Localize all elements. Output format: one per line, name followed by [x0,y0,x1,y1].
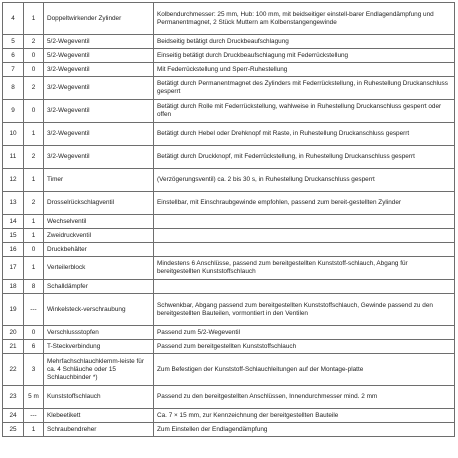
item-number: 17 [3,257,24,280]
item-number: 7 [3,63,24,77]
item-description: Betätigt durch Druckknopf, mit Federrückstellung, in Ruhestellung Druckanschluss gesperrt [154,146,455,169]
item-description: Betätigt durch Hebel oder Drehknopf mit Raste, in Ruhestellung Druckanschluss gesperrt [154,123,455,146]
item-quantity: 1 [24,215,44,229]
item-name: Drosselrückschlagventil [44,192,154,215]
item-number: 15 [3,229,24,243]
item-number: 25 [3,423,24,437]
item-number: 13 [3,192,24,215]
item-number: 16 [3,243,24,257]
item-quantity: 1 [24,3,44,35]
item-quantity: --- [24,294,44,326]
item-description [154,215,455,229]
table-row [3,294,455,326]
table-row [3,340,455,354]
table-row [3,63,455,77]
item-quantity: 8 [24,280,44,294]
item-description: Zum Einstellen der Endlagendämpfung [154,423,455,437]
item-number: 8 [3,77,24,100]
item-number: 11 [3,146,24,169]
table-row [3,386,455,409]
table-row [3,409,455,423]
item-description: Passend zum bereitgestellten Kunststoffschlauch [154,340,455,354]
item-name: Schraubendreher [44,423,154,437]
table-row [3,257,455,280]
item-name: Verschlussstopfen [44,326,154,340]
item-name: 5/2-Wegeventil [44,35,154,49]
item-description: (Verzögerungsventil) ca. 2 bis 30 s, in Ruhestellung Druckanschluss gesperrt [154,169,455,192]
item-quantity: 0 [24,100,44,123]
table-row [3,146,455,169]
item-number: 23 [3,386,24,409]
item-description: Passend zu den bereitgestellten Anschlüssen, Innendurchmesser mind. 2 mm [154,386,455,409]
item-name: 3/2-Wegeventil [44,100,154,123]
table-row [3,169,455,192]
item-number: 22 [3,354,24,386]
item-quantity: 2 [24,77,44,100]
table-row [3,3,455,35]
item-description [154,229,455,243]
item-quantity: 0 [24,63,44,77]
item-number: 9 [3,100,24,123]
item-name: Winkelsteck-verschraubung [44,294,154,326]
item-name: Timer [44,169,154,192]
item-quantity: 0 [24,326,44,340]
item-number: 12 [3,169,24,192]
item-number: 24 [3,409,24,423]
item-name: Kunststoffschlauch [44,386,154,409]
item-quantity: 6 [24,340,44,354]
item-description: Zum Befestigen der Kunststoff-Schlauchleitungen auf der Montage-platte [154,354,455,386]
item-name: 3/2-Wegeventil [44,146,154,169]
item-name: Verteilerblock [44,257,154,280]
item-description: Schwenkbar, Abgang passend zum bereitgestellten Kunststoffschlauch, Gewinde passend zu den bereitgestellten Bauteilen, vormontiert in den Ventilen [154,294,455,326]
item-number: 19 [3,294,24,326]
item-name: Doppeltwirkender Zylinder [44,3,154,35]
item-name: 3/2-Wegeventil [44,77,154,100]
item-quantity: --- [24,409,44,423]
item-number: 4 [3,3,24,35]
item-description: Kolbendurchmesser: 25 mm, Hub: 100 mm, mit beidseitiger einstell-barer Endlagendämpfung und Permanentmagnet, 2 Stück Muttern am Kolbenstangengewinde [154,3,455,35]
item-description: Einstellbar, mit Einschraubgewinde empfohlen, passend zum bereit-gestellten Zylinder [154,192,455,215]
item-description: Beidseitig betätigt durch Druckbeaufschlagung [154,35,455,49]
table-row [3,280,455,294]
item-quantity: 2 [24,192,44,215]
item-description: Ca. 7 × 15 mm, zur Kennzeichnung der bereitgestellten Bauteile [154,409,455,423]
item-number: 14 [3,215,24,229]
item-name: T-Steckverbindung [44,340,154,354]
parts-list-page [2,2,454,437]
table-row [3,77,455,100]
table-row [3,243,455,257]
table-row [3,49,455,63]
item-quantity: 0 [24,243,44,257]
item-quantity: 2 [24,35,44,49]
item-number: 18 [3,280,24,294]
item-name: Zweidruckventil [44,229,154,243]
table-row [3,326,455,340]
item-quantity: 5 m [24,386,44,409]
item-name: Druckbehälter [44,243,154,257]
item-quantity: 1 [24,229,44,243]
table-row [3,100,455,123]
table-row [3,215,455,229]
table-row [3,423,455,437]
item-quantity: 1 [24,257,44,280]
item-name: Wechselventil [44,215,154,229]
item-name: Mehrfachschlauchklemm-leiste für ca. 4 Schläuche oder 15 Schlauchbinder *) [44,354,154,386]
item-number: 20 [3,326,24,340]
item-name: Schalldämpfer [44,280,154,294]
item-name: 3/2-Wegeventil [44,63,154,77]
item-description: Mit Federrückstellung und Sperr-Ruhestellung [154,63,455,77]
item-quantity: 1 [24,169,44,192]
table-row [3,229,455,243]
parts-table [2,2,455,437]
parts-table-body [3,3,455,437]
table-row [3,192,455,215]
item-number: 21 [3,340,24,354]
item-description: Mindestens 6 Anschlüsse, passend zum bereitgestellten Kunststoff-schlauch, Abgang für bereitgestellten Kunststoffschlauch [154,257,455,280]
item-description: Betätigt durch Rolle mit Federrückstellung, wahlweise in Ruhestellung Druckanschluss gesperrt oder offen [154,100,455,123]
item-quantity: 0 [24,49,44,63]
item-quantity: 2 [24,146,44,169]
table-row [3,354,455,386]
item-quantity: 1 [24,123,44,146]
item-description [154,243,455,257]
item-name: Klebeetikett [44,409,154,423]
item-quantity: 3 [24,354,44,386]
item-number: 6 [3,49,24,63]
item-number: 10 [3,123,24,146]
item-description: Betätigt durch Permanentmagnet des Zylinders mit Federrückstellung, in Ruhestellung Druckanschluss gesperrt [154,77,455,100]
item-number: 5 [3,35,24,49]
item-description [154,280,455,294]
item-quantity: 1 [24,423,44,437]
item-name: 3/2-Wegeventil [44,123,154,146]
table-row [3,35,455,49]
item-description: Passend zum 5/2-Wegeventil [154,326,455,340]
item-name: 5/2-Wegeventil [44,49,154,63]
table-row [3,123,455,146]
item-description: Einseitig betätigt durch Druckbeaufschlagung mit Federrückstellung [154,49,455,63]
